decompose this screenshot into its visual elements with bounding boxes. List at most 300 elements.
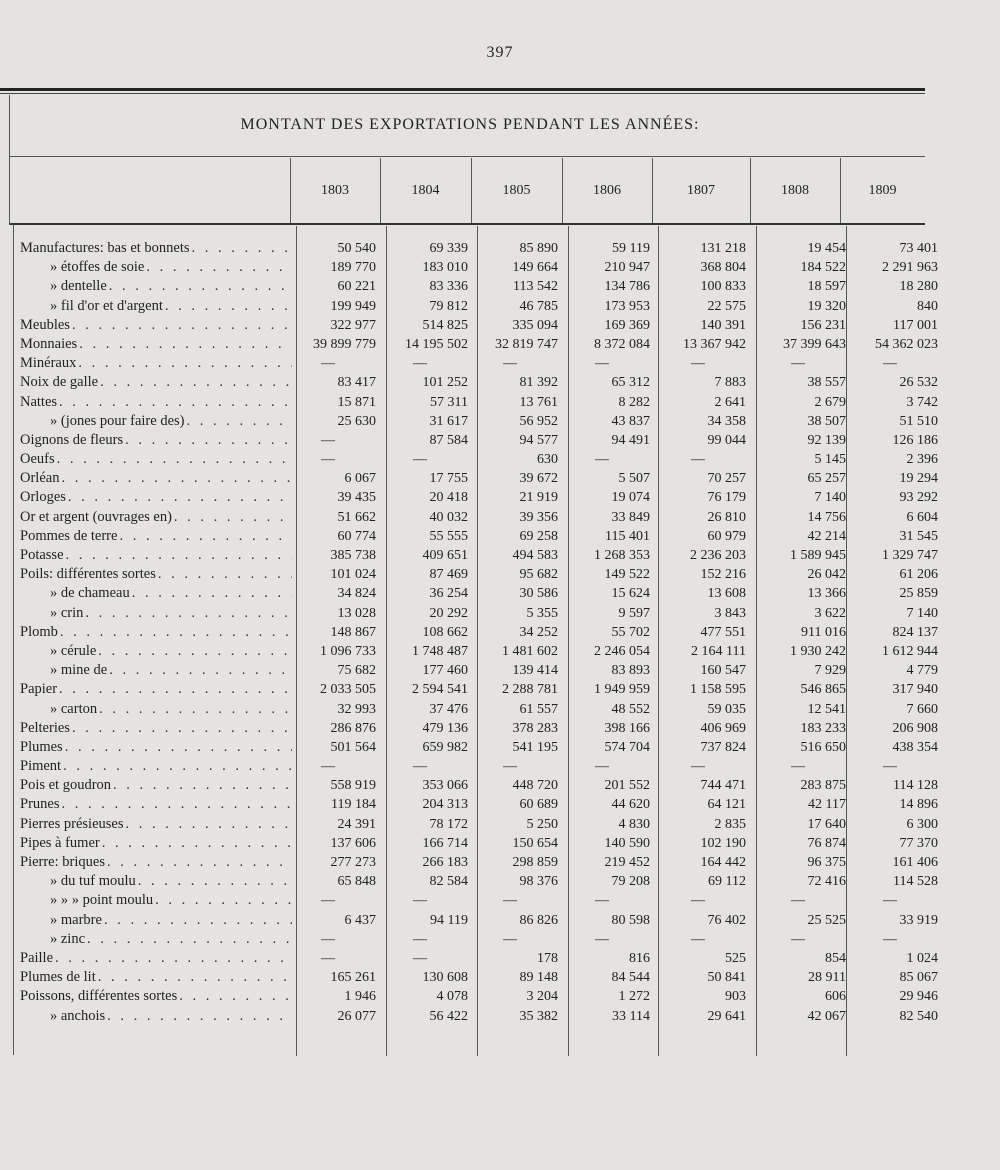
row-label-text: Oeufs <box>20 451 55 468</box>
table-cell: 164 442 <box>700 855 746 870</box>
table-cell: — <box>321 931 335 947</box>
table-cell: 178 <box>537 950 558 966</box>
year-header-1807: 1807 <box>687 183 715 198</box>
row-label <box>20 776 292 795</box>
dot-leader <box>77 335 292 354</box>
table-cell: — <box>321 759 335 775</box>
table-cell: 169 369 <box>604 317 650 333</box>
table-cell: 816 <box>629 950 650 966</box>
table-cell: 574 704 <box>604 739 650 755</box>
table-cell: 26 077 <box>337 1008 376 1024</box>
row-label <box>20 661 292 680</box>
table-cell: 286 876 <box>330 720 376 736</box>
row-label-text: » de chameau <box>50 585 130 602</box>
table-cell: 177 460 <box>422 663 468 679</box>
dot-leader <box>156 565 292 584</box>
dot-leader <box>70 316 292 335</box>
table-cell: 65 257 <box>807 471 846 487</box>
row-label-text: Poils: différentes sortes <box>20 566 156 583</box>
row-label <box>20 431 292 450</box>
table-cell: 558 919 <box>330 778 376 794</box>
dot-leader <box>57 393 292 412</box>
table-cell: 50 540 <box>337 241 376 256</box>
value-column-1809 <box>842 239 938 1026</box>
table-cell: 737 824 <box>700 739 746 755</box>
table-title: MONTANT DES EXPORTATIONS PENDANT LES ANNÉES: <box>240 116 700 133</box>
table-cell: — <box>691 356 705 372</box>
table-cell: — <box>413 356 427 372</box>
table-cell: — <box>413 893 427 909</box>
table-cell: 83 893 <box>611 663 650 679</box>
table-cell: 479 136 <box>422 720 468 736</box>
table-cell: 630 <box>537 452 558 468</box>
table-cell: 44 620 <box>611 797 650 813</box>
row-label-text: Noix de galle <box>20 374 99 391</box>
table-cell: 4 830 <box>618 816 650 832</box>
table-cell: 76 179 <box>707 490 746 506</box>
table-cell: 149 664 <box>512 260 558 276</box>
year-header-1809: 1809 <box>868 183 897 198</box>
table-cell: 204 313 <box>422 797 468 813</box>
table-cell: 19 320 <box>807 298 846 314</box>
table-left-border <box>9 95 10 225</box>
table-cell: — <box>883 931 897 947</box>
dot-leader <box>136 872 292 891</box>
row-label <box>20 277 292 296</box>
table-cell: 1 748 487 <box>412 643 468 659</box>
table-cell: 606 <box>825 989 846 1005</box>
table-cell: 335 094 <box>512 317 558 333</box>
table-cell: 148 867 <box>330 624 376 640</box>
table-cell: — <box>503 931 517 947</box>
table-cell: 406 969 <box>700 720 746 736</box>
value-column-1803 <box>280 239 376 1026</box>
row-label-text: » marbre <box>50 911 102 928</box>
column-divider <box>471 158 472 223</box>
dot-leader <box>63 738 292 757</box>
table-cell: 79 812 <box>429 298 468 314</box>
column-divider <box>380 158 381 223</box>
table-cell: 824 137 <box>892 624 938 640</box>
table-cell: 2 594 541 <box>412 682 468 698</box>
value-column-1807 <box>650 239 746 1026</box>
table-cell: 13 367 942 <box>683 336 746 352</box>
table-cell: 39 899 779 <box>313 336 376 352</box>
top-rule <box>0 88 925 91</box>
dot-leader <box>123 815 292 834</box>
table-cell: 87 469 <box>429 567 468 583</box>
table-cell: 115 401 <box>605 528 650 544</box>
row-label-text: Poissons, différentes sortes <box>20 988 178 1005</box>
table-cell: 156 231 <box>800 317 846 333</box>
row-label <box>20 469 292 488</box>
table-cell: 3 622 <box>814 605 846 621</box>
table-cell: 854 <box>825 950 846 966</box>
row-label <box>20 1007 292 1026</box>
table-cell: 119 184 <box>331 797 376 813</box>
table-cell: 83 336 <box>429 279 468 295</box>
table-cell: 1 024 <box>906 950 938 966</box>
table-cell: 34 824 <box>337 586 376 602</box>
row-label <box>20 815 292 834</box>
table-cell: 117 001 <box>893 317 938 333</box>
table-cell: — <box>691 759 705 775</box>
table-cell: 98 376 <box>519 874 558 890</box>
table-cell: 20 292 <box>429 605 468 621</box>
table-cell: 31 617 <box>429 413 468 429</box>
table-cell: 516 650 <box>800 739 846 755</box>
row-label <box>20 258 292 277</box>
value-column-1808 <box>750 239 846 1026</box>
table-cell: 7 929 <box>814 663 846 679</box>
table-cell: 69 112 <box>708 874 746 890</box>
table-cell: 13 366 <box>807 586 846 602</box>
row-label-text: » fil d'or et d'argent <box>50 297 163 314</box>
table-cell: 33 114 <box>612 1008 650 1024</box>
table-cell: 114 128 <box>893 778 938 794</box>
row-label <box>20 680 292 699</box>
row-label <box>20 373 292 392</box>
row-label <box>20 316 292 335</box>
table-cell: 56 422 <box>429 1008 468 1024</box>
dot-leader <box>55 450 292 469</box>
table-cell: — <box>791 759 805 775</box>
table-cell: 140 391 <box>700 317 746 333</box>
table-cell: 72 416 <box>807 874 846 890</box>
year-header-1804: 1804 <box>411 183 440 198</box>
table-cell: 93 292 <box>899 490 938 506</box>
table-cell: 184 522 <box>800 260 846 276</box>
row-label-text: » mine de <box>50 662 108 679</box>
dot-leader <box>144 258 292 277</box>
table-cell: 50 841 <box>707 970 746 986</box>
table-cell: 60 689 <box>519 797 558 813</box>
table-cell: 78 172 <box>429 816 468 832</box>
table-cell: — <box>595 759 609 775</box>
row-label <box>20 872 292 891</box>
row-label-text: » (jones pour faire des) <box>50 412 185 429</box>
row-label <box>20 488 292 507</box>
table-cell: 17 755 <box>429 471 468 487</box>
dot-leader <box>97 700 292 719</box>
table-cell: 3 204 <box>526 989 558 1005</box>
table-cell: 2 641 <box>714 394 746 410</box>
table-cell: 5 145 <box>814 452 846 468</box>
table-cell: 219 452 <box>604 855 650 870</box>
table-cell: 206 908 <box>892 720 938 736</box>
table-cell: 14 896 <box>899 797 938 813</box>
row-label <box>20 508 292 527</box>
table-cell: 17 640 <box>807 816 846 832</box>
row-label <box>20 354 292 373</box>
table-cell: 25 525 <box>807 912 846 928</box>
table-cell: 60 979 <box>707 528 746 544</box>
table-cell: — <box>595 356 609 372</box>
table-cell: 189 770 <box>330 260 376 276</box>
table-cell: — <box>595 893 609 909</box>
column-divider <box>652 158 653 223</box>
table-cell: 14 195 502 <box>405 336 468 352</box>
table-cell: 7 140 <box>906 605 938 621</box>
table-cell: 19 454 <box>807 241 846 256</box>
table-cell: 546 865 <box>800 682 846 698</box>
table-cell: 385 738 <box>330 548 376 563</box>
table-cell: 65 312 <box>611 375 650 391</box>
table-cell: — <box>321 452 335 468</box>
table-cell: 150 654 <box>512 835 558 851</box>
table-cell: 19 294 <box>899 471 938 487</box>
table-cell: 25 859 <box>899 586 938 602</box>
table-cell: 81 392 <box>519 375 558 391</box>
table-cell: 94 491 <box>611 432 650 448</box>
value-column-1804 <box>372 239 468 1026</box>
table-cell: 55 555 <box>429 528 468 544</box>
row-label-text: » cérule <box>50 642 97 659</box>
table-cell: 35 382 <box>519 1008 558 1024</box>
row-label-text: Meubles <box>20 316 70 333</box>
table-cell: 541 195 <box>512 739 558 755</box>
row-label <box>20 604 292 623</box>
table-cell: 36 254 <box>429 586 468 602</box>
dot-leader <box>130 584 292 603</box>
table-cell: 42 214 <box>807 528 846 544</box>
row-label <box>20 700 292 719</box>
row-label-text: Plumes <box>20 738 63 755</box>
value-column-1806 <box>554 239 650 1026</box>
table-cell: 283 875 <box>800 778 846 794</box>
table-cell: — <box>413 759 427 775</box>
row-label <box>20 891 292 910</box>
table-cell: 18 597 <box>807 279 846 295</box>
row-label-text: Piment <box>20 758 62 775</box>
table-cell: 26 532 <box>899 375 938 391</box>
dot-leader <box>59 469 292 488</box>
table-cell: 60 221 <box>337 279 376 295</box>
table-cell: 659 982 <box>422 739 468 755</box>
table-cell: 99 044 <box>707 432 746 448</box>
table-cell: 525 <box>725 950 746 966</box>
row-label <box>20 239 292 258</box>
row-label <box>20 853 292 872</box>
row-label-text: Orléan <box>20 470 60 487</box>
table-cell: 34 358 <box>707 413 746 429</box>
dot-leader <box>184 412 292 431</box>
page-number: 397 <box>486 44 514 61</box>
table-cell: 84 544 <box>611 970 650 986</box>
table-cell: 3 742 <box>906 394 938 410</box>
row-label-text: Pommes de terre <box>20 527 118 544</box>
table-cell: 8 372 084 <box>594 336 650 352</box>
table-cell: 7 660 <box>906 701 938 717</box>
row-label <box>20 930 292 949</box>
table-cell: 2 164 111 <box>691 643 746 659</box>
table-cell: 57 311 <box>430 394 468 410</box>
table-cell: 183 010 <box>422 260 468 276</box>
table-cell: 19 074 <box>611 490 650 506</box>
table-cell: 277 273 <box>330 855 376 870</box>
table-cell: 39 435 <box>337 490 376 506</box>
table-cell: 77 370 <box>899 835 938 851</box>
table-cell: 173 953 <box>604 298 650 314</box>
table-cell: 32 819 747 <box>495 336 558 352</box>
table-cell: 82 540 <box>899 1008 938 1024</box>
table-cell: 8 282 <box>618 394 650 410</box>
table-cell: 322 977 <box>330 317 376 333</box>
table-cell: 69 339 <box>429 241 468 256</box>
table-cell: 1 949 959 <box>594 682 650 698</box>
table-cell: 64 121 <box>707 797 746 813</box>
table-cell: 438 354 <box>892 739 938 755</box>
table-cell: 48 552 <box>611 701 650 717</box>
dot-leader <box>102 911 292 930</box>
row-label-text: Pelteries <box>20 719 70 736</box>
table-cell: 59 119 <box>612 241 650 256</box>
table-cell: 40 032 <box>429 509 468 525</box>
value-column-1805 <box>462 239 558 1026</box>
table-cell: 6 300 <box>906 816 938 832</box>
table-left-border-lower <box>13 225 14 1055</box>
table-cell: — <box>883 356 897 372</box>
table-cell: 96 375 <box>807 855 846 870</box>
table-cell: 131 218 <box>700 241 746 256</box>
table-cell: 1 481 602 <box>502 643 558 659</box>
row-label <box>20 968 292 987</box>
table-cell: 37 399 643 <box>783 336 846 352</box>
table-cell: 398 166 <box>604 720 650 736</box>
table-cell: — <box>413 931 427 947</box>
row-label <box>20 527 292 546</box>
row-label-text: » anchois <box>50 1007 106 1024</box>
year-header-1805: 1805 <box>502 183 531 198</box>
table-cell: 29 641 <box>707 1008 746 1024</box>
table-cell: 2 246 054 <box>594 643 650 659</box>
row-label <box>20 642 292 661</box>
table-cell: 39 672 <box>519 471 558 487</box>
table-cell: 160 547 <box>700 663 746 679</box>
table-cell: — <box>691 931 705 947</box>
table-cell: 25 630 <box>337 413 376 429</box>
table-cell: 2 835 <box>714 816 746 832</box>
row-label <box>20 412 292 431</box>
dot-leader <box>105 1007 292 1026</box>
dot-leader <box>59 795 292 814</box>
row-label-text: » zinc <box>50 930 86 947</box>
table-cell: 114 528 <box>893 874 938 890</box>
dot-leader <box>76 354 292 373</box>
table-cell: — <box>791 356 805 372</box>
table-cell: 126 186 <box>892 432 938 448</box>
table-cell: 79 208 <box>611 874 650 890</box>
table-cell: 86 826 <box>519 912 558 928</box>
table-cell: 76 402 <box>707 912 746 928</box>
table-cell: 161 406 <box>892 855 938 870</box>
dot-leader <box>96 968 292 987</box>
row-label <box>20 949 292 968</box>
row-label-text: Papier <box>20 681 58 698</box>
table-cell: 108 662 <box>422 624 468 640</box>
table-cell: 85 890 <box>519 241 558 256</box>
table-cell: 28 911 <box>808 970 846 986</box>
table-cell: 101 024 <box>330 567 376 583</box>
table-cell: — <box>691 893 705 909</box>
table-cell: 20 418 <box>429 490 468 506</box>
table-cell: 38 507 <box>807 413 846 429</box>
table-cell: 34 252 <box>519 624 558 640</box>
table-cell: 199 949 <box>330 298 376 314</box>
table-cell: — <box>691 452 705 468</box>
table-cell: 1 612 944 <box>882 643 938 659</box>
table-cell: 43 837 <box>611 413 650 429</box>
table-cell: 39 356 <box>519 509 558 525</box>
dot-leader <box>53 949 292 968</box>
dot-leader <box>107 661 292 680</box>
table-cell: 1 158 595 <box>690 682 746 698</box>
table-cell: 80 598 <box>611 912 650 928</box>
row-label-text: Prunes <box>20 796 60 813</box>
table-cell: 514 825 <box>422 317 468 333</box>
dot-leader <box>57 680 292 699</box>
dot-leader <box>111 776 292 795</box>
table-cell: 29 946 <box>899 989 938 1005</box>
table-cell: 130 608 <box>422 970 468 986</box>
year-header-1806: 1806 <box>593 183 621 198</box>
table-cell: 94 577 <box>519 432 558 448</box>
row-label-text: Manufactures: bas et bonnets <box>20 240 190 256</box>
table-cell: 152 216 <box>700 567 746 583</box>
table-cell: 201 552 <box>604 778 650 794</box>
table-cell: 1 272 <box>618 989 650 1005</box>
table-cell: 903 <box>725 989 746 1005</box>
row-label-text: Plomb <box>20 623 58 640</box>
table-cell: — <box>413 452 427 468</box>
table-cell: — <box>413 950 427 966</box>
table-cell: 70 257 <box>707 471 746 487</box>
year-header-1808: 1808 <box>781 183 809 198</box>
table-cell: — <box>883 759 897 775</box>
row-label-text: Orloges <box>20 489 66 506</box>
table-cell: — <box>321 432 335 448</box>
column-divider <box>840 158 841 223</box>
table-cell: 4 078 <box>436 989 468 1005</box>
row-label-text: Nattes <box>20 393 58 410</box>
table-cell: 1 589 945 <box>790 548 846 563</box>
table-cell: 317 940 <box>892 682 938 698</box>
dot-leader <box>100 834 292 853</box>
table-cell: 73 401 <box>899 241 938 256</box>
table-cell: — <box>321 893 335 909</box>
dot-leader <box>96 642 292 661</box>
table-cell: 102 190 <box>700 835 746 851</box>
dot-leader <box>70 719 292 738</box>
table-cell: 33 849 <box>611 509 650 525</box>
table-cell: 31 545 <box>899 528 938 544</box>
row-label-text: Monnaies <box>20 335 78 352</box>
row-label-text: Or et argent (ouvrages en) <box>20 508 172 525</box>
table-cell: — <box>595 452 609 468</box>
dot-leader <box>163 297 292 316</box>
table-cell: 210 947 <box>604 260 650 276</box>
table-cell: 494 583 <box>512 548 558 563</box>
table-cell: 911 016 <box>801 624 846 640</box>
row-label <box>20 757 292 776</box>
table-cell: 85 067 <box>899 970 938 986</box>
dot-leader <box>123 431 292 450</box>
table-cell: 1 268 353 <box>594 548 650 563</box>
table-cell: 5 250 <box>526 816 558 832</box>
table-cell: 38 557 <box>807 375 846 391</box>
table-cell: 139 414 <box>512 663 558 679</box>
table-cell: 840 <box>917 298 938 314</box>
